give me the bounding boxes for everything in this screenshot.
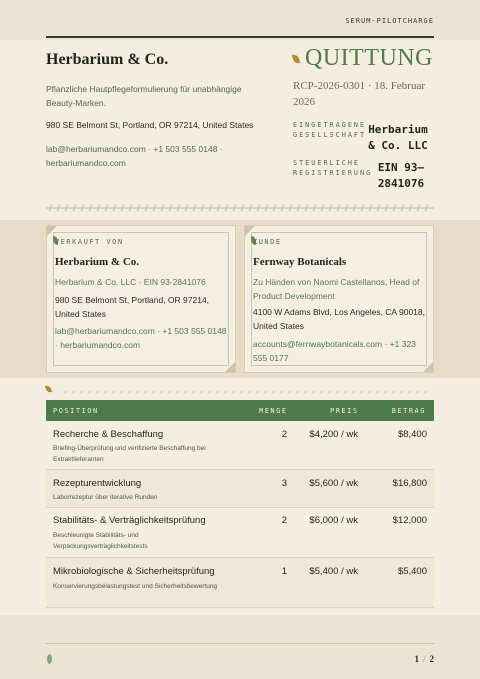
item-amount: $8,400 [397, 429, 427, 440]
table-row [46, 421, 434, 470]
card-corner [47, 226, 57, 236]
item-amount: $16,800 [392, 478, 427, 489]
card-corner [245, 226, 255, 236]
item-qty: 2 [281, 429, 287, 440]
item-description: Konservierungsbelastungstest und Sicherheitsbewertung [53, 583, 218, 590]
table-row [46, 470, 434, 508]
header-qty: MENGE [259, 407, 288, 415]
item-price: $5,400 / wk [309, 566, 358, 577]
item-description: Laborrezeptur über iterative Runden [53, 494, 158, 501]
item-title: Stabilitäts- & Verträglichkeitsprüfung [53, 515, 206, 526]
seller-name: Herbarium & Co. [55, 256, 140, 268]
item-title: Rezepturentwicklung [53, 478, 142, 489]
item-description: Briefing-Überprüfung und verifizierte Beschaffung bei Extraktlieferanten [53, 445, 206, 463]
item-qty: 3 [281, 478, 287, 489]
page-indicator [414, 654, 434, 664]
header-price: PREIS [330, 407, 359, 415]
item-amount: $5,400 [397, 566, 427, 577]
company-contact[interactable]: lab@herbariumandco.com · +1 503 555 0148 · herbariumandco.com [46, 144, 223, 168]
customer-label: KUNDE [253, 238, 282, 246]
leaf-icon [47, 654, 52, 664]
seller-label: VERKAUFT VON [55, 238, 124, 246]
header-position: POSITION [53, 407, 99, 415]
parties-section [0, 220, 480, 378]
total-pages: 2 [429, 654, 434, 664]
current-page: 1 [414, 654, 419, 664]
top-rule [46, 36, 434, 38]
header-amount: BETRAG [391, 407, 426, 415]
document-title: QUITTUNG [305, 45, 433, 71]
page-separator: / [422, 654, 426, 664]
document-tag: SERUM-PILOTCHARGE [345, 17, 434, 25]
company-address: 980 SE Belmont St, Portland, OR 97214, United States [46, 120, 254, 130]
table-row [46, 508, 434, 558]
item-price: $6,000 / wk [309, 515, 358, 526]
seller-address: 980 SE Belmont St, Portland, OR 97214, United States [55, 295, 210, 319]
tax-registration-value: EIN 93–2841076 [377, 161, 425, 190]
item-amount: $12,000 [392, 515, 427, 526]
receipt-header [0, 40, 480, 220]
item-description: Beschleunigte Stabilitäts- und Verpackungsverträglichkeitstests [53, 532, 148, 550]
decorative-divider [60, 385, 434, 393]
company-tagline: Pflanzliche Hautpflegeformulierung für unabhängige Beauty-Marken. [46, 84, 242, 108]
leaf-icon [292, 53, 300, 64]
item-qty: 2 [281, 515, 287, 526]
card-corner [225, 362, 235, 372]
customer-contact[interactable]: accounts@fernwaybotanicals.com · +1 323 555 0177 [253, 339, 416, 363]
seller-contact[interactable]: lab@herbariumandco.com · +1 503 555 0148 · herbariumandco.com [55, 326, 227, 350]
item-qty: 1 [281, 566, 287, 577]
table-row [46, 558, 434, 608]
customer-card [244, 225, 434, 373]
tax-registration-label: STEUERLICHE REGISTRIERUNG [293, 159, 373, 177]
line-items-table [46, 400, 434, 608]
line-items-section [0, 378, 480, 615]
company-name: Herbarium & Co. [46, 51, 169, 68]
table-header [46, 400, 434, 421]
item-price: $5,600 / wk [309, 478, 358, 489]
registered-company-label: EINGETRAGENE GESELLSCHAFT [293, 121, 367, 139]
customer-attention: Zu Händen von Naomi Castellanos, Head of Product Development [253, 277, 420, 301]
customer-address: 4100 W Adams Blvd, Los Angeles, CA 90018, United States [253, 307, 425, 331]
item-price: $4,200 / wk [309, 429, 358, 440]
customer-name: Fernway Botanicals [253, 256, 347, 268]
leaf-icon [45, 384, 52, 393]
footer-rule [46, 643, 434, 644]
item-title: Mikrobiologische & Sicherheitsprüfung [53, 566, 215, 577]
decorative-divider [46, 204, 434, 212]
receipt-number-date: RCP-2026-0301 · 18. Februar 2026 [293, 80, 425, 108]
seller-card [46, 225, 236, 373]
registered-company-value: Herbarium & Co. LLC [368, 123, 428, 152]
page-footer [0, 615, 480, 679]
seller-entity: Herbarium & Co. LLC · EIN 93-2841076 [55, 277, 206, 287]
item-title: Recherche & Beschaffung [53, 429, 164, 440]
top-strip [0, 0, 480, 40]
